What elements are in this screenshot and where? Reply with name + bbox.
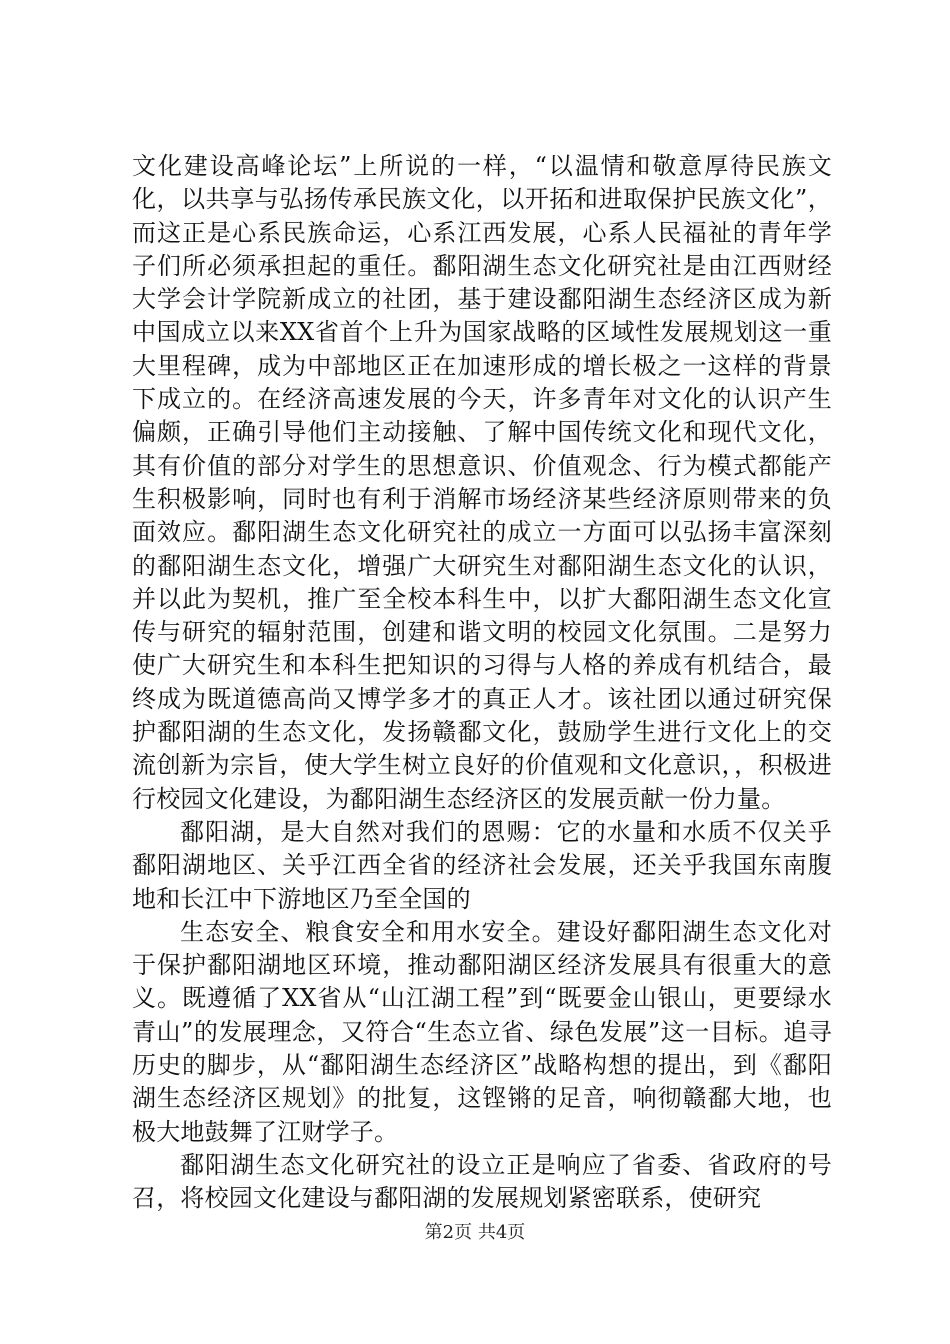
page-footer: 第2页 共4页 xyxy=(424,1222,526,1243)
paragraph-2: 鄱阳湖，是大自然对我们的恩赐：它的水量和水质不仅关乎鄱阳湖地区、关乎江西全省的经济社会发展，还关乎我国东南腹地和长江中下游地区乃至全国的 xyxy=(132,817,832,913)
paragraph-4: 鄱阳湖生态文化研究社的设立正是响应了省委、省政府的号召，将校园文化建设与鄱阳湖的发展规划紧密联系，使研究 xyxy=(132,1150,832,1213)
paragraph-3: 生态安全、粮食安全和用水安全。建设好鄱阳湖生态文化对于保护鄱阳湖地区环境，推动鄱阳湖区经济发展具有很重大的意义。既遵循了XX省从“山江湖工程”到“既要金山银山，更要绿水青山”的发展理念，又符合“生态立省、绿色发展”这一目标。追寻历史的脚步，从“鄱阳湖生态经济区”战略构想的提出，到《鄱阳湖生态经济区规划》的批复，这铿锵的足音，响彻赣鄱大地，也极大地鼓舞了江财学子。 xyxy=(132,917,832,1146)
document-body xyxy=(132,150,832,1216)
paragraph-1: 文化建设高峰论坛”上所说的一样，“以温情和敬意厚待民族文化，以共享与弘扬传承民族文化，以开拓和进取保护民族文化”，而这正是心系民族命运，心系江西发展，心系人民福祉的青年学子们所必须承担起的重任。鄱阳湖生态文化研究社是由江西财经大学会计学院新成立的社团，基于建设鄱阳湖生态经济区成为新中国成立以来XX省首个上升为国家战略的区域性发展规划这一重大里程碑，成为中部地区正在加速形成的增长极之一这样的背景下成立的。在经济高速发展的今天，许多青年对文化的认识产生偏颇，正确引导他们主动接触、了解中国传统文化和现代文化，其有价值的部分对学生的思想意识、价值观念、行为模式都能产生积极影响，同时也有利于消解市场经济某些经济原则带来的负面效应。鄱阳湖生态文化研究社的成立一方面可以弘扬丰富深刻的鄱阳湖生态文化，增强广大研究生对鄱阳湖生态文化的认识，并以此为契机，推广至全校本科生中，以扩大鄱阳湖生态文化宣传与研究的辐射范围，创建和谐文明的校园文化氛围。二是努力使广大研究生和本科生把知识的习得与人格的养成有机结合，最终成为既道德高尚又博学多才的真正人才。该社团以通过研究保护鄱阳湖的生态文化，发扬赣鄱文化，鼓励学生进行文化上的交流创新为宗旨，使大学生树立良好的价值观和文化意识，，积极进行校园文化建设，为鄱阳湖生态经济区的发展贡献一份力量。 xyxy=(132,152,832,813)
